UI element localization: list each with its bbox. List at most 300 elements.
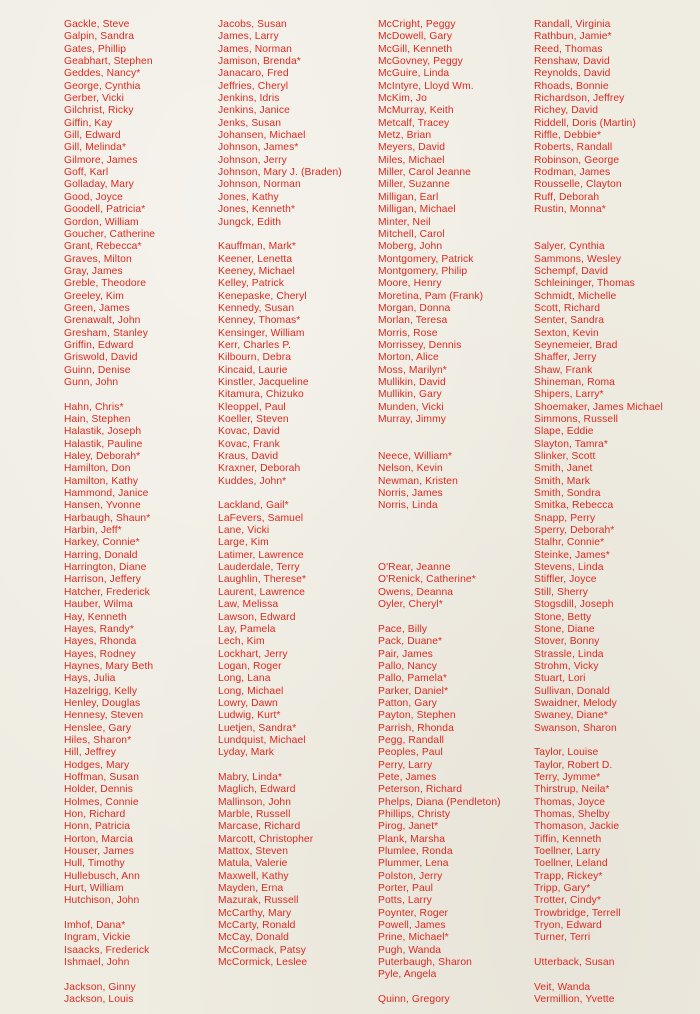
list-item: Jenkins, Idris bbox=[218, 93, 280, 105]
list-item: Veit, Wanda bbox=[534, 981, 591, 993]
list-item: Kelley, Patrick bbox=[218, 278, 284, 290]
list-item: Gray, James bbox=[64, 265, 123, 277]
list-item: Gordon, William bbox=[64, 216, 139, 228]
list-item: Potts, Larry bbox=[378, 895, 432, 907]
list-item: Stone, Diane bbox=[534, 623, 595, 635]
list-item: James, Norman bbox=[218, 43, 292, 55]
list-item: Plummer, Lena bbox=[378, 858, 449, 870]
list-item: Tripp, Gary* bbox=[534, 883, 591, 895]
list-item: Hays, Julia bbox=[64, 673, 116, 685]
list-item: Vermillion, Yvette bbox=[534, 994, 615, 1006]
list-item: Salyer, Cynthia bbox=[534, 241, 605, 253]
list-item: Johnson, Norman bbox=[218, 179, 301, 191]
list-item: McGuire, Linda bbox=[378, 68, 450, 80]
list-item: Tiffin, Kenneth bbox=[534, 833, 602, 845]
list-item: Parrish, Rhonda bbox=[378, 722, 454, 734]
list-item: Kraus, David bbox=[218, 451, 279, 463]
section-spacer bbox=[534, 735, 700, 747]
list-item: Randall, Virginia bbox=[534, 19, 611, 30]
list-item: LaFevers, Samuel bbox=[218, 512, 304, 524]
list-item: Hutchison, John bbox=[64, 895, 140, 907]
section-spacer bbox=[534, 969, 700, 981]
name-column-2 bbox=[218, 19, 388, 969]
list-item: Janacaro, Fred bbox=[218, 68, 289, 80]
list-item: Goff, Karl bbox=[64, 167, 109, 179]
list-item: Robinson, George bbox=[534, 154, 620, 166]
list-item: Holmes, Connie bbox=[64, 796, 139, 808]
list-item: Graves, Milton bbox=[64, 253, 132, 265]
list-item: McIntyre, Lloyd Wm. bbox=[378, 80, 474, 92]
list-item: Hammond, Janice bbox=[64, 488, 149, 500]
list-item: Hatcher, Frederick bbox=[64, 586, 150, 598]
list-item: Jackson, Louis bbox=[64, 994, 134, 1006]
list-item: Owens, Deanna bbox=[378, 586, 454, 598]
list-item: Swaney, Diane* bbox=[534, 710, 608, 722]
list-item: McCright, Peggy bbox=[378, 19, 456, 30]
list-item: Polston, Jerry bbox=[378, 870, 443, 882]
list-item: Geabhart, Stephen bbox=[64, 56, 153, 68]
list-item: Laurent, Lawrence bbox=[218, 586, 305, 598]
list-item: Giffin, Kay bbox=[64, 117, 113, 129]
list-item: Kuddes, John* bbox=[218, 475, 287, 487]
list-item: Patton, Gary bbox=[378, 697, 438, 709]
list-item: Lane, Vicki bbox=[218, 525, 270, 537]
list-item: Mabry, Linda* bbox=[218, 771, 283, 783]
list-item: Thomas, Shelby bbox=[534, 809, 610, 820]
list-item: McCarty, Ronald bbox=[218, 920, 296, 932]
list-item: Parker, Daniel* bbox=[378, 685, 449, 697]
list-item: Minter, Neil bbox=[378, 216, 431, 228]
list-item: Prine, Michael* bbox=[378, 932, 449, 944]
list-item: Milligan, Earl bbox=[378, 191, 439, 203]
list-item: Hauber, Wilma bbox=[64, 599, 133, 611]
list-item: Smith, Mark bbox=[534, 475, 591, 487]
list-item: Pugh, Wanda bbox=[378, 944, 442, 956]
list-item: Perry, Larry bbox=[378, 759, 433, 771]
list-item: Gilchrist, Ricky bbox=[64, 105, 134, 117]
section-spacer bbox=[378, 439, 548, 451]
list-item: Reed, Thomas bbox=[534, 43, 603, 55]
section-spacer bbox=[218, 229, 388, 241]
list-item: Kleoppel, Paul bbox=[218, 401, 286, 413]
list-item: Lech, Kim bbox=[218, 636, 265, 648]
list-item: Ludwig, Kurt* bbox=[218, 710, 281, 722]
list-item: Haley, Deborah* bbox=[64, 451, 141, 463]
list-item: Peoples, Paul bbox=[378, 747, 443, 759]
list-item: Moss, Marilyn* bbox=[378, 364, 447, 376]
list-item: Pair, James bbox=[378, 648, 433, 660]
list-item: Green, James bbox=[64, 302, 130, 314]
list-item: Shoemaker, James Michael bbox=[534, 401, 663, 413]
list-item: Halastik, Pauline bbox=[64, 438, 143, 450]
list-item: Slinker, Scott bbox=[534, 451, 596, 463]
list-item: Slayton, Tamra* bbox=[534, 438, 608, 450]
list-item: Johnson, Jerry bbox=[218, 154, 287, 166]
list-item: Jenkins, Janice bbox=[218, 105, 290, 117]
list-item: Horton, Marcia bbox=[64, 833, 133, 845]
list-item: Kenney, Thomas* bbox=[218, 315, 301, 327]
list-item: Hain, Stephen bbox=[64, 414, 131, 425]
list-item: Lyday, Mark bbox=[218, 747, 275, 759]
list-item: Nelson, Kevin bbox=[378, 463, 443, 475]
list-item: Kennedy, Susan bbox=[218, 302, 295, 314]
list-item: Gill, Edward bbox=[64, 130, 121, 142]
list-item: Harrington, Diane bbox=[64, 562, 147, 574]
list-item: Gates, Phillip bbox=[64, 43, 127, 55]
list-item: Henslee, Gary bbox=[64, 722, 132, 734]
list-item: Morrissey, Dennis bbox=[378, 339, 462, 351]
list-item: Kauffman, Mark* bbox=[218, 241, 296, 253]
list-item: Johansen, Michael bbox=[218, 130, 306, 142]
name-column-1 bbox=[64, 19, 234, 1007]
section-spacer bbox=[378, 426, 548, 438]
list-item: Hon, Richard bbox=[64, 809, 126, 820]
list-item: Thomas, Joyce bbox=[534, 796, 606, 808]
list-item: Stalhr, Connie* bbox=[534, 537, 605, 549]
list-item: Pegg, Randall bbox=[378, 734, 444, 746]
list-item: Harbaugh, Shaun* bbox=[64, 512, 151, 524]
list-item: Stone, Betty bbox=[534, 611, 592, 623]
list-item: Hansen, Yvonne bbox=[64, 500, 141, 512]
section-spacer bbox=[378, 982, 548, 994]
list-item: McCarthy, Mary bbox=[218, 907, 292, 919]
section-spacer bbox=[534, 217, 700, 229]
list-item: Tryon, Edward bbox=[534, 920, 602, 932]
list-item: Steinke, James* bbox=[534, 549, 610, 561]
list-item: Stuart, Lori bbox=[534, 673, 586, 685]
list-item: Lay, Pamela bbox=[218, 623, 276, 635]
list-item: McDowell, Gary bbox=[378, 31, 453, 43]
section-spacer bbox=[378, 513, 548, 525]
list-item: Harring, Donald bbox=[64, 549, 138, 561]
list-item: Schempf, David bbox=[534, 265, 609, 277]
list-item: Riffle, Debbie* bbox=[534, 130, 602, 142]
list-item: Shineman, Roma bbox=[534, 376, 615, 388]
list-item: Stiffler, Joyce bbox=[534, 574, 597, 586]
list-item: Plank, Marsha bbox=[378, 833, 446, 845]
list-item: Miles, Michael bbox=[378, 154, 445, 166]
list-item: Ruff, Deborah bbox=[534, 191, 600, 203]
list-item: Schleininger, Thomas bbox=[534, 278, 635, 290]
list-item: Reynolds, David bbox=[534, 68, 611, 80]
list-item: Quinn, Gregory bbox=[378, 994, 450, 1006]
list-item: Kensinger, William bbox=[218, 327, 305, 339]
list-item: Newman, Kristen bbox=[378, 475, 458, 487]
section-spacer bbox=[64, 908, 234, 920]
list-item: Slape, Eddie bbox=[534, 426, 594, 438]
section-spacer bbox=[378, 550, 548, 562]
list-item: Stogsdill, Joseph bbox=[534, 599, 614, 611]
list-item: Keener, Lenetta bbox=[218, 253, 293, 265]
list-item: Senter, Sandra bbox=[534, 315, 605, 327]
list-item: Hayes, Rodney bbox=[64, 648, 136, 660]
list-item: Long, Lana bbox=[218, 673, 271, 685]
list-item: Snapp, Perry bbox=[534, 512, 596, 524]
list-item: Shaw, Frank bbox=[534, 364, 593, 376]
list-item: Moore, Henry bbox=[378, 278, 442, 290]
list-item: Powell, James bbox=[378, 920, 446, 932]
list-item: Stover, Bonny bbox=[534, 636, 600, 648]
list-item: Norris, James bbox=[378, 488, 443, 500]
list-item: Harkey, Connie* bbox=[64, 537, 140, 549]
list-item: McMurray, Keith bbox=[378, 105, 454, 117]
list-item: Sammons, Wesley bbox=[534, 253, 622, 265]
list-item: Smitka, Rebecca bbox=[534, 500, 614, 512]
list-item: McGovney, Peggy bbox=[378, 56, 463, 68]
list-item: Ingram, Vickie bbox=[64, 932, 131, 944]
list-item: Stevens, Linda bbox=[534, 562, 604, 574]
list-item: Galpin, Sandra bbox=[64, 31, 135, 43]
list-item: Griffin, Edward bbox=[64, 339, 134, 351]
list-item: Still, Sherry bbox=[534, 586, 588, 598]
list-item: Swaidner, Melody bbox=[534, 697, 617, 709]
list-item: Johnson, Mary J. (Braden) bbox=[218, 167, 342, 179]
list-item: McCay, Donald bbox=[218, 932, 289, 944]
list-item: Rustin, Monna* bbox=[534, 204, 606, 216]
list-item: Kitamura, Chizuko bbox=[218, 389, 304, 401]
list-item: Marcott, Christopher bbox=[218, 833, 314, 845]
list-item: Thomason, Jackie bbox=[534, 821, 620, 833]
section-spacer bbox=[534, 945, 700, 957]
list-item: Guinn, Denise bbox=[64, 364, 131, 376]
list-item: Kinstler, Jacqueline bbox=[218, 376, 309, 388]
list-item: Matula, Valerie bbox=[218, 858, 288, 870]
list-item: Terry, Jymme* bbox=[534, 771, 601, 783]
list-item: Payton, Stephen bbox=[378, 710, 456, 722]
list-item: Strohm, Vicky bbox=[534, 660, 599, 672]
list-item: Jenks, Susan bbox=[218, 117, 282, 129]
list-item: Laughlin, Therese* bbox=[218, 574, 307, 586]
list-item: Henley, Douglas bbox=[64, 697, 141, 709]
list-item: Hoffman, Susan bbox=[64, 771, 140, 783]
list-item: Turner, Terri bbox=[534, 932, 591, 944]
list-item: Mattox, Steven bbox=[218, 846, 289, 858]
list-item: Rathbun, Jamie* bbox=[534, 31, 612, 43]
list-item: Hayes, Randy* bbox=[64, 623, 134, 635]
list-item: Morgan, Donna bbox=[378, 302, 451, 314]
name-column-4 bbox=[534, 19, 700, 1007]
list-item: Poynter, Roger bbox=[378, 907, 449, 919]
list-item: Porter, Paul bbox=[378, 883, 434, 895]
list-item: Mullikin, David bbox=[378, 376, 446, 388]
list-item: Kovac, Frank bbox=[218, 438, 280, 450]
list-item: Pace, Billy bbox=[378, 623, 428, 635]
list-item: Gunn, John bbox=[64, 376, 119, 388]
list-item: Pete, James bbox=[378, 771, 437, 783]
list-item: Trotter, Cindy* bbox=[534, 895, 601, 907]
section-spacer bbox=[218, 488, 388, 500]
list-item: Isaacks, Frederick bbox=[64, 944, 150, 956]
list-item: Pack, Duane* bbox=[378, 636, 443, 648]
list-item: McKim, Jo bbox=[378, 93, 427, 105]
list-item: Sullivan, Donald bbox=[534, 685, 611, 697]
list-item: Lauderdale, Terry bbox=[218, 562, 300, 574]
list-item: Hay, Kenneth bbox=[64, 611, 127, 623]
list-item: Jungck, Edith bbox=[218, 216, 282, 228]
list-item: Maxwell, Kathy bbox=[218, 870, 289, 882]
list-item: Strassle, Linda bbox=[534, 648, 604, 660]
list-item: Jamison, Brenda* bbox=[218, 56, 301, 68]
list-item: Imhof, Dana* bbox=[64, 920, 126, 932]
list-item: Morlan, Teresa bbox=[378, 315, 448, 327]
name-column-3 bbox=[378, 19, 548, 1007]
list-item: Richardson, Jeffrey bbox=[534, 93, 625, 105]
list-item: Hull, Timothy bbox=[64, 858, 125, 870]
list-item: McCormack, Patsy bbox=[218, 944, 306, 956]
list-item: Lundquist, Michael bbox=[218, 734, 306, 746]
list-item: Good, Joyce bbox=[64, 191, 123, 203]
list-item: Jackson, Ginny bbox=[64, 981, 136, 993]
list-item: Griswold, David bbox=[64, 352, 138, 364]
list-item: Pyle, Angela bbox=[378, 969, 437, 981]
list-item: Hamilton, Don bbox=[64, 463, 131, 475]
list-item: Neece, William* bbox=[378, 451, 453, 463]
list-item: Gresham, Stanley bbox=[64, 327, 149, 339]
list-item: Jacobs, Susan bbox=[218, 19, 287, 30]
list-item: Phillips, Christy bbox=[378, 809, 451, 820]
list-item: Haynes, Mary Beth bbox=[64, 660, 154, 672]
list-item: Hiles, Sharon* bbox=[64, 734, 132, 746]
list-item: Scott, Richard bbox=[534, 302, 601, 314]
list-item: Toellner, Leland bbox=[534, 858, 608, 870]
list-item: Miller, Suzanne bbox=[378, 179, 450, 191]
list-item: Milligan, Michael bbox=[378, 204, 456, 216]
list-item: Rousselle, Clayton bbox=[534, 179, 622, 191]
list-item: Morton, Alice bbox=[378, 352, 439, 364]
list-item: Grenawalt, John bbox=[64, 315, 141, 327]
list-item: Jones, Kathy bbox=[218, 191, 279, 203]
list-item: Hullebusch, Ann bbox=[64, 870, 140, 882]
list-item: Miller, Carol Jeanne bbox=[378, 167, 471, 179]
list-item: Moberg, John bbox=[378, 241, 443, 253]
list-item: McCormick, Leslee bbox=[218, 957, 308, 969]
list-item: Utterback, Susan bbox=[534, 957, 615, 969]
list-item: Kincaid, Laurie bbox=[218, 364, 288, 376]
list-item: Johnson, James* bbox=[218, 142, 299, 154]
list-item: Oyler, Cheryl* bbox=[378, 599, 443, 611]
list-item: Halastik, Joseph bbox=[64, 426, 142, 438]
list-item: Sperry, Deborah* bbox=[534, 525, 615, 537]
list-item: Kraxner, Deborah bbox=[218, 463, 301, 475]
list-item: Montgomery, Philip bbox=[378, 265, 468, 277]
list-item: Meyers, David bbox=[378, 142, 446, 154]
list-item: Rhoads, Bonnie bbox=[534, 80, 609, 92]
list-item: Kerr, Charles P. bbox=[218, 339, 291, 351]
list-item: Trowbridge, Terrell bbox=[534, 907, 621, 919]
list-item: Marcase, Richard bbox=[218, 821, 301, 833]
list-item: Munden, Vicki bbox=[378, 401, 444, 413]
list-item: Phelps, Diana (Pendleton) bbox=[378, 796, 501, 808]
list-item: Rodman, James bbox=[534, 167, 611, 179]
list-item: Jones, Kenneth* bbox=[218, 204, 296, 216]
section-spacer bbox=[64, 389, 234, 401]
list-item: Trapp, Rickey* bbox=[534, 870, 603, 882]
list-item: Toellner, Larry bbox=[534, 846, 601, 858]
list-item: Pallo, Nancy bbox=[378, 660, 438, 672]
list-item: Kenepaske, Cheryl bbox=[218, 290, 307, 302]
list-item: Holder, Dennis bbox=[64, 784, 133, 796]
list-item: Lawson, Edward bbox=[218, 611, 296, 623]
list-item: Honn, Patricia bbox=[64, 821, 131, 833]
list-item: Logan, Roger bbox=[218, 660, 282, 672]
list-item: Golladay, Mary bbox=[64, 179, 134, 191]
list-item: Seynemeier, Brad bbox=[534, 339, 618, 351]
list-item: Thirstrup, Neila* bbox=[534, 784, 610, 796]
list-item: Schmidt, Michelle bbox=[534, 290, 617, 302]
list-item: Plumlee, Ronda bbox=[378, 846, 453, 858]
list-item: Hahn, Chris* bbox=[64, 401, 124, 413]
list-item: Pallo, Pamela* bbox=[378, 673, 447, 685]
list-item: Law, Melissa bbox=[218, 599, 279, 611]
list-item: Marble, Russell bbox=[218, 809, 291, 820]
list-item: Taylor, Louise bbox=[534, 747, 599, 759]
list-item: Hamilton, Kathy bbox=[64, 475, 139, 487]
list-item: Puterbaugh, Sharon bbox=[378, 957, 472, 969]
list-item: Hill, Jeffrey bbox=[64, 747, 117, 759]
list-item: Jeffries, Cheryl bbox=[218, 80, 289, 92]
list-item: Lockhart, Jerry bbox=[218, 648, 288, 660]
section-spacer bbox=[378, 525, 548, 537]
list-item: Goodell, Patricia* bbox=[64, 204, 146, 216]
list-item: Luetjen, Sandra* bbox=[218, 722, 297, 734]
list-item: Peterson, Richard bbox=[378, 784, 463, 796]
list-item: Lowry, Dawn bbox=[218, 697, 278, 709]
list-item: Hazelrigg, Kelly bbox=[64, 685, 138, 697]
list-item: Smith, Sondra bbox=[534, 488, 601, 500]
list-item: Metcalf, Tracey bbox=[378, 117, 450, 129]
list-item: Norris, Linda bbox=[378, 500, 438, 512]
list-item: Large, Kim bbox=[218, 537, 269, 549]
list-item: O'Renick, Catherine* bbox=[378, 574, 476, 586]
list-item: Harrison, Jeffery bbox=[64, 574, 142, 586]
section-spacer bbox=[378, 612, 548, 624]
list-item: Moretina, Pam (Frank) bbox=[378, 290, 484, 302]
list-item: Keeney, Michael bbox=[218, 265, 295, 277]
list-item: Smith, Janet bbox=[534, 463, 593, 475]
list-item: Sexton, Kevin bbox=[534, 327, 599, 339]
list-item: Hayes, Rhonda bbox=[64, 636, 137, 648]
list-item: Metz, Brian bbox=[378, 130, 432, 142]
list-item: Gerber, Vicki bbox=[64, 93, 125, 105]
list-item: Goucher, Catherine bbox=[64, 228, 156, 240]
list-item: Gackle, Steve bbox=[64, 19, 130, 30]
list-item: Mayden, Erna bbox=[218, 883, 284, 895]
list-item: Murray, Jimmy bbox=[378, 414, 447, 425]
list-item: Morris, Rose bbox=[378, 327, 438, 339]
list-item: Simmons, Russell bbox=[534, 414, 618, 425]
list-item: Grant, Rebecca* bbox=[64, 241, 142, 253]
list-item: Kilbourn, Debra bbox=[218, 352, 292, 364]
list-item: McGill, Kenneth bbox=[378, 43, 453, 55]
list-item: Taylor, Robert D. bbox=[534, 759, 613, 771]
list-item: Houser, James bbox=[64, 846, 134, 858]
list-item: George, Cynthia bbox=[64, 80, 141, 92]
list-item: Shipers, Larry* bbox=[534, 389, 604, 401]
list-item: O'Rear, Jeanne bbox=[378, 562, 451, 574]
list-item: Roberts, Randall bbox=[534, 142, 613, 154]
list-item: Hennesy, Steven bbox=[64, 710, 144, 722]
list-item: Geddes, Nancy* bbox=[64, 68, 141, 80]
section-spacer bbox=[64, 969, 234, 981]
section-spacer bbox=[218, 760, 388, 772]
list-item: Greble, Theodore bbox=[64, 278, 147, 290]
list-item: Shaffer, Jerry bbox=[534, 352, 597, 364]
list-item: Richey, David bbox=[534, 105, 599, 117]
list-item: Gilmore, James bbox=[64, 154, 138, 166]
list-item: Hodges, Mary bbox=[64, 759, 130, 771]
list-item: Ishmael, John bbox=[64, 957, 130, 969]
list-item: Pirog, Janet* bbox=[378, 821, 439, 833]
